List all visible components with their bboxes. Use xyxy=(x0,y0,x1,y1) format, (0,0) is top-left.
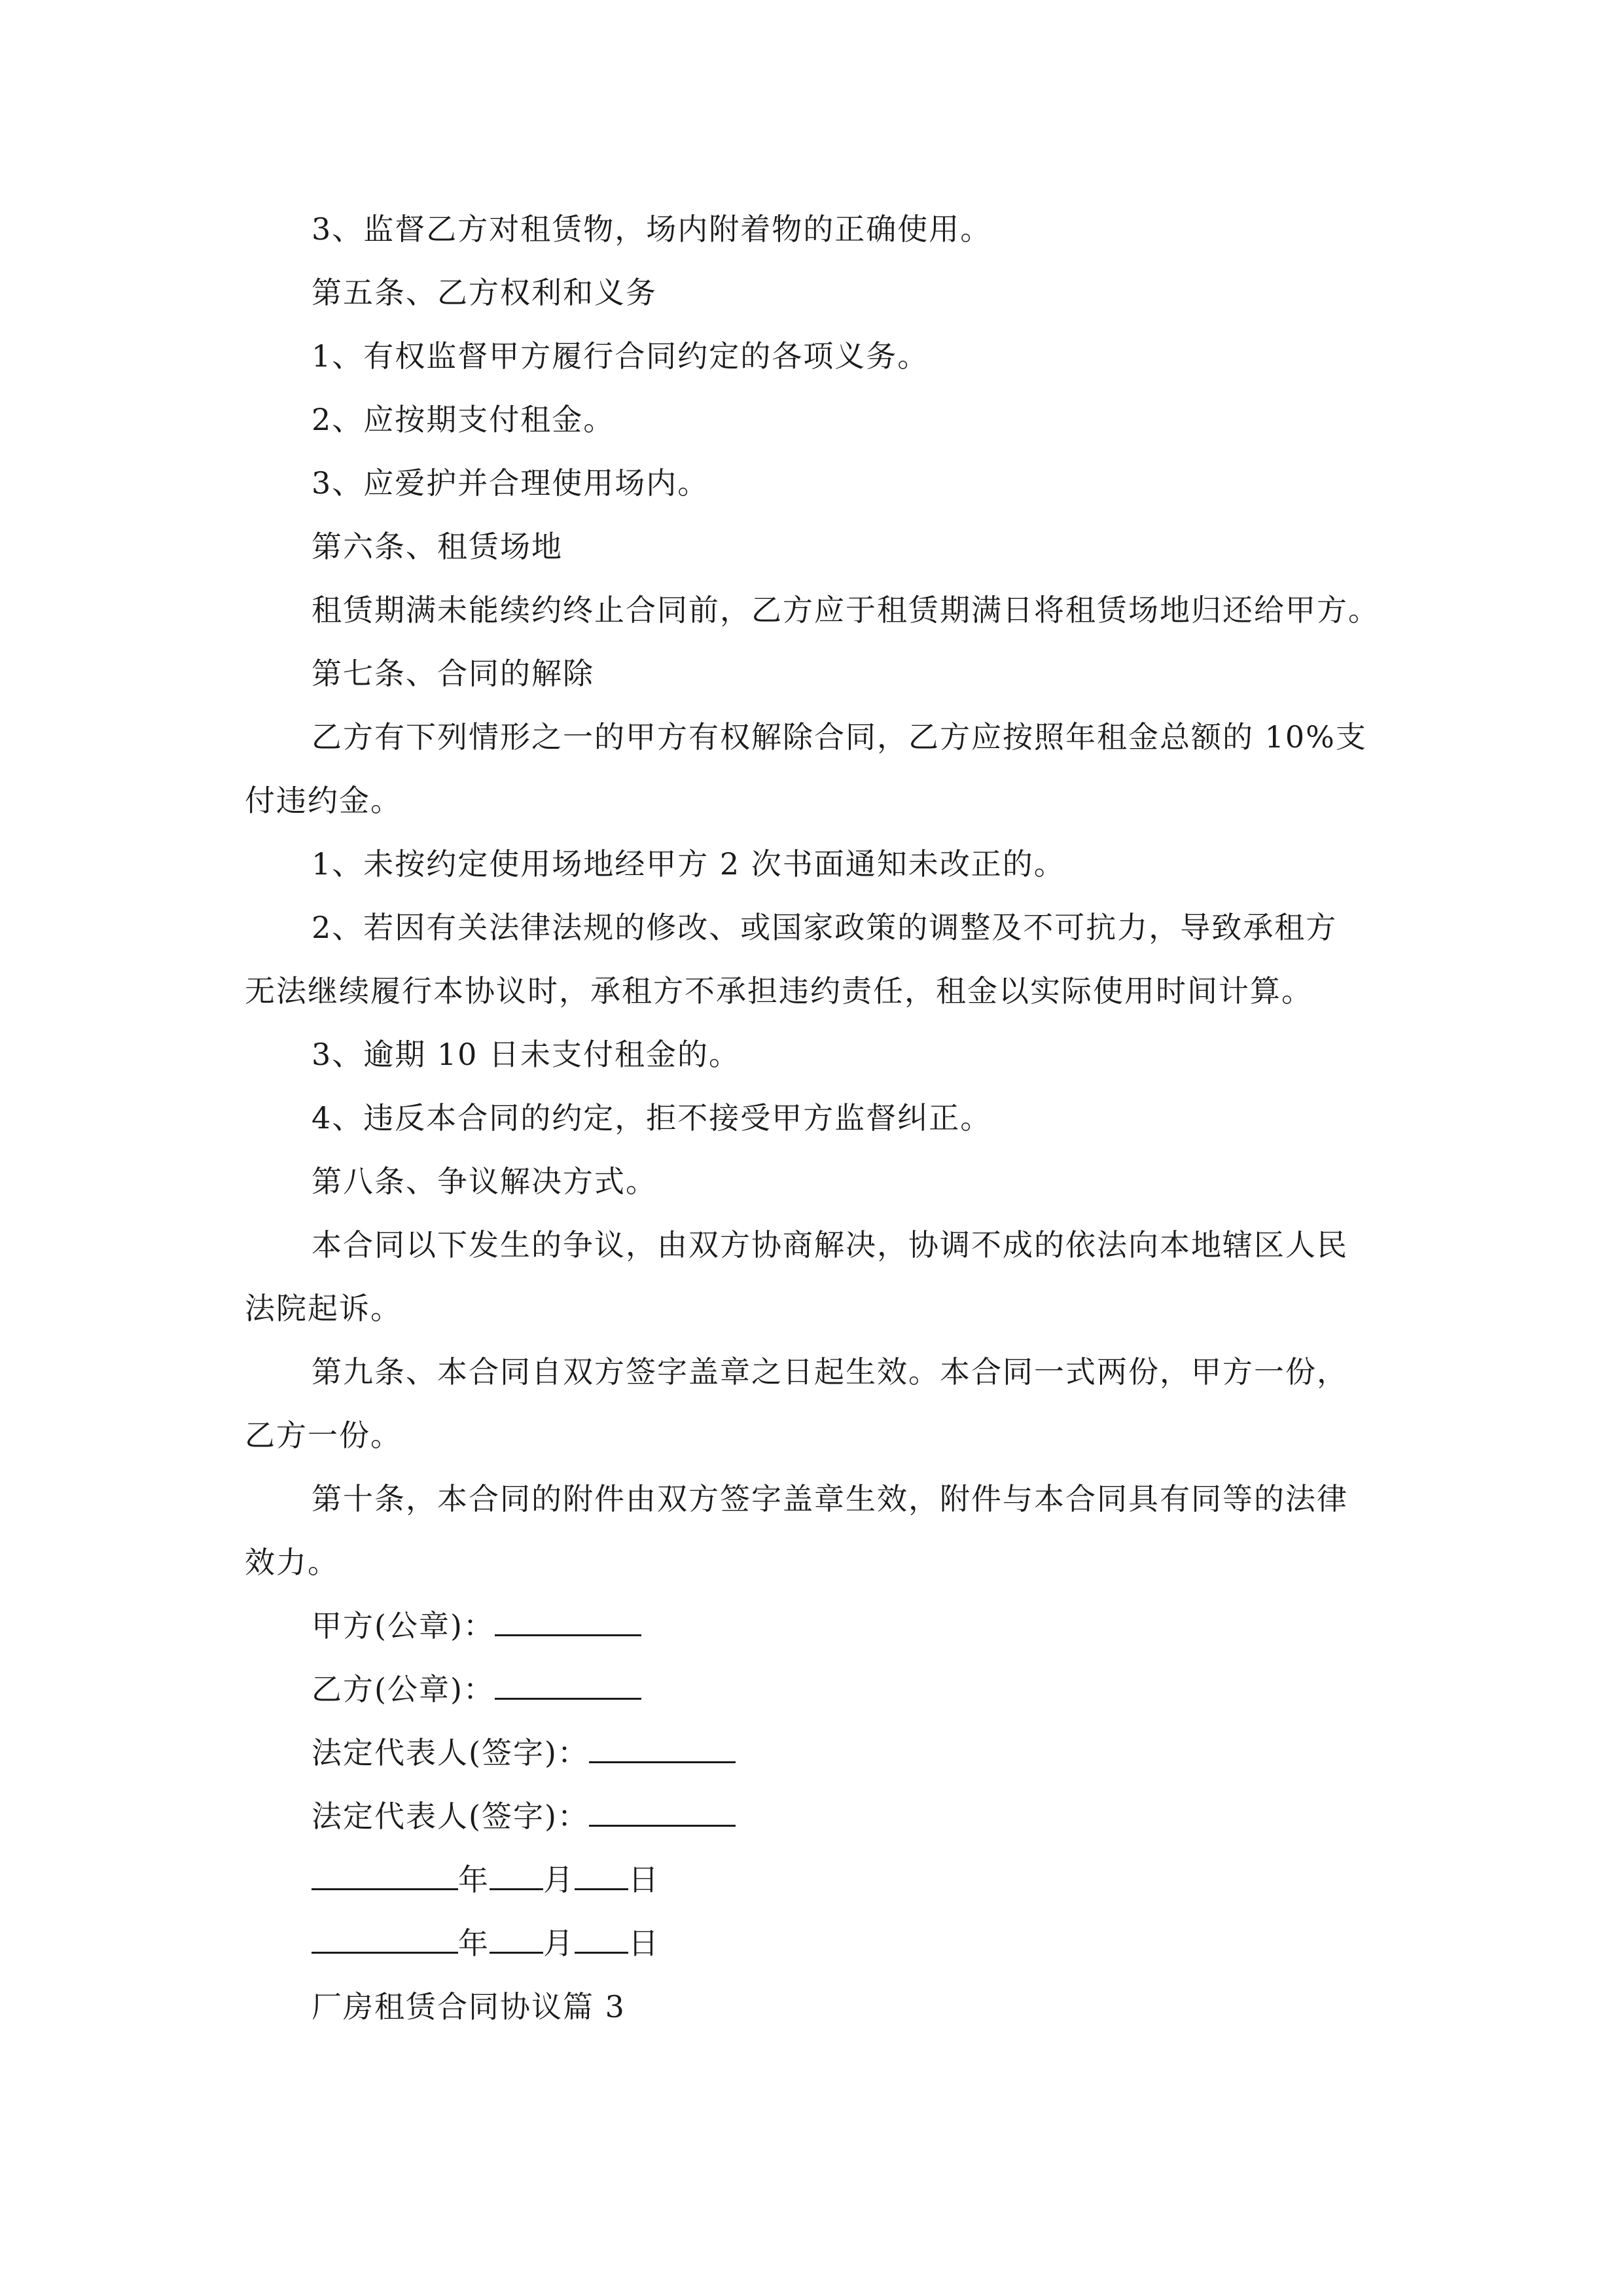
date-line-2 xyxy=(312,1924,660,1963)
date-2-day-label: 日 xyxy=(628,1926,660,1961)
date-2-year-label: 年 xyxy=(458,1926,490,1961)
legal-rep-1-label: 法定代表人(签字)： xyxy=(312,1735,589,1770)
legal-rep-2-blank xyxy=(589,1797,736,1827)
date-2-year-blank xyxy=(312,1924,458,1954)
clause-5-item-3: 3、应爱护并合理使用场内。 xyxy=(312,465,709,501)
date-2-day-blank xyxy=(575,1924,628,1954)
clause-7-item-4: 4、违反本合同的约定，拒不接受甲方监督纠正。 xyxy=(312,1100,992,1136)
article-10-line-1: 第十条，本合同的附件由双方签字盖章生效，附件与本合同具有同等的法律 xyxy=(312,1481,1348,1516)
article-9-line-1: 第九条、本合同自双方签字盖章之日起生效。本合同一式两份，甲方一份， xyxy=(312,1354,1348,1390)
date-line-1 xyxy=(312,1860,660,1899)
article-7-body-line-1: 乙方有下列情形之一的甲方有权解除合同，乙方应按照年租金总额的 10%支 xyxy=(312,719,1367,755)
article-7-heading: 第七条、合同的解除 xyxy=(312,656,594,691)
article-10-line-2: 效力。 xyxy=(245,1545,339,1580)
clause-7-item-2-line-1: 2、若因有关法律法规的修改、或国家政策的调整及不可抗力，导致承租方 xyxy=(312,910,1338,945)
next-section-title: 厂房租赁合同协议篇 3 xyxy=(312,1989,626,2024)
article-8-body-line-2: 法院起诉。 xyxy=(245,1291,402,1326)
party-a-seal-line xyxy=(312,1606,641,1645)
party-b-seal-line xyxy=(312,1670,641,1709)
legal-rep-2-label: 法定代表人(签字)： xyxy=(312,1799,589,1834)
legal-rep-1-line xyxy=(312,1733,736,1772)
date-1-year-label: 年 xyxy=(458,1862,490,1897)
party-b-seal-label: 乙方(公章)： xyxy=(312,1672,495,1707)
party-a-seal-label: 甲方(公章)： xyxy=(312,1608,495,1643)
article-8-heading: 第八条、争议解决方式。 xyxy=(312,1164,657,1199)
clause-5-item-2: 2、应按期支付租金。 xyxy=(312,402,615,437)
date-1-day-label: 日 xyxy=(628,1862,660,1897)
clause-7-item-2-line-2: 无法继续履行本协议时，承租方不承担违约责任，租金以实际使用时间计算。 xyxy=(245,973,1313,1009)
clause-4-item-3: 3、监督乙方对租赁物，场内附着物的正确使用。 xyxy=(312,211,992,247)
clause-7-item-3: 3、逾期 10 日未支付租金的。 xyxy=(312,1037,741,1072)
article-8-body-line-1: 本合同以下发生的争议，由双方协商解决，协调不成的依法向本地辖区人民 xyxy=(312,1227,1348,1263)
date-1-year-blank xyxy=(312,1861,458,1890)
article-9-line-2: 乙方一份。 xyxy=(245,1418,402,1453)
date-2-month-blank xyxy=(490,1924,543,1954)
article-5-heading: 第五条、乙方权利和义务 xyxy=(312,275,657,310)
date-2-month-label: 月 xyxy=(543,1926,575,1961)
clause-7-item-1: 1、未按约定使用场地经甲方 2 次书面通知未改正的。 xyxy=(312,846,1065,882)
party-b-seal-blank xyxy=(495,1670,641,1700)
party-a-seal-blank xyxy=(495,1607,641,1636)
clause-5-item-1: 1、有权监督甲方履行合同约定的各项义务。 xyxy=(312,338,929,374)
date-1-month-blank xyxy=(490,1861,543,1890)
article-6-heading: 第六条、租赁场地 xyxy=(312,529,563,564)
article-7-body-line-2: 付违约金。 xyxy=(245,783,402,818)
date-1-day-blank xyxy=(575,1861,628,1890)
legal-rep-2-line xyxy=(312,1797,736,1836)
article-6-body: 租赁期满未能续约终止合同前，乙方应于租赁期满日将租赁场地归还给甲方。 xyxy=(312,592,1380,628)
legal-rep-1-blank xyxy=(589,1734,736,1763)
date-1-month-label: 月 xyxy=(543,1862,575,1897)
